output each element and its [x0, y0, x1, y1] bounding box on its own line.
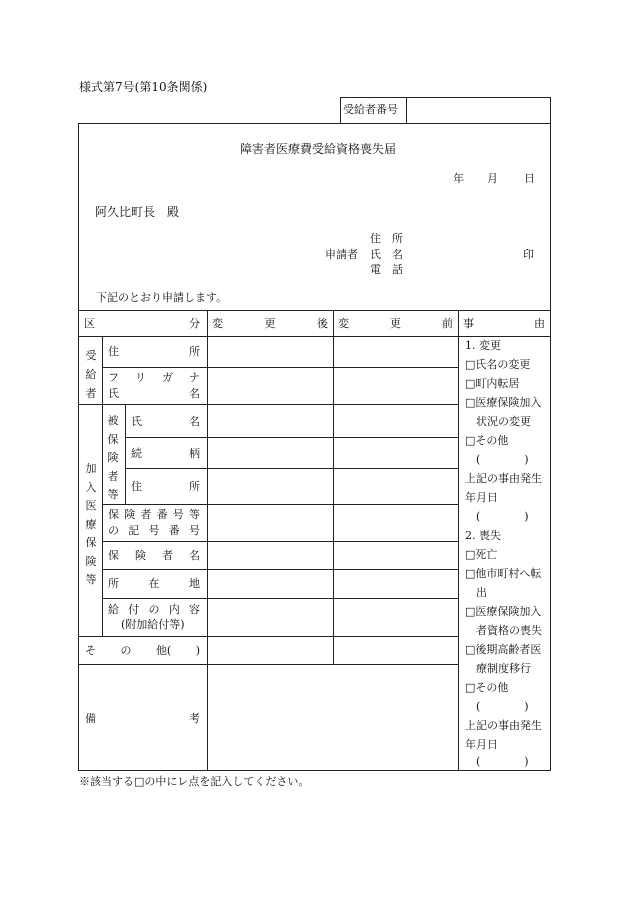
insurance-no-a6: 等	[188, 508, 200, 521]
insurance-no-b2: 記	[128, 524, 140, 537]
header-after-1: 変	[212, 317, 223, 330]
location-2: 在	[148, 577, 160, 590]
insurance-no-b3: 号	[148, 524, 160, 537]
addressee: 阿久比町長 殿	[95, 205, 180, 219]
reason-checkbox[interactable]: □他市町村へ転	[465, 567, 542, 580]
seal-mark: 印	[523, 248, 534, 261]
insurance-no-b1: の	[108, 524, 119, 537]
other-1: そ	[85, 644, 96, 657]
insurer-1: 保	[108, 549, 119, 562]
reason-item: 1. 変更	[465, 339, 501, 352]
footnote: ※該当する□の中にレ点を記入してください。	[79, 775, 310, 788]
reason-item: 2. 喪失	[465, 529, 501, 542]
recipient-group-3: 者	[85, 387, 97, 400]
applicant-label: 申請者	[325, 248, 358, 261]
insurance-no-b5: 号	[189, 524, 200, 537]
date-day: 日	[524, 172, 535, 185]
reason-item: 上記の事由発生	[465, 472, 542, 485]
remarks-2: 考	[189, 712, 200, 725]
insured-address-1: 住	[131, 480, 142, 493]
reason-checkbox[interactable]: □その他	[465, 434, 509, 447]
reason-item: ( )	[465, 510, 529, 523]
header-before-3: 前	[442, 317, 453, 330]
header-reason-1: 事	[463, 317, 474, 330]
reason-item: ( )	[465, 700, 529, 713]
header-before-2: 更	[390, 317, 401, 330]
insurance-group-7: 等	[85, 573, 97, 586]
insured-name-2: 名	[189, 415, 200, 428]
benefit-3: の	[148, 603, 160, 616]
reason-checkbox[interactable]: □医療保険加入	[465, 396, 542, 409]
benefit-note: (附加給付等)	[121, 618, 185, 631]
recipient-group-2: 給	[85, 368, 97, 381]
reason-checkbox[interactable]: □医療保険加入	[465, 605, 542, 618]
furigana-1: フ	[108, 371, 119, 384]
insurer-2: 険	[135, 549, 146, 562]
recipient-address-1: 住	[108, 345, 119, 358]
insurer-4: 名	[189, 549, 200, 562]
reason-item: 上記の事由発生	[465, 719, 542, 732]
location-3: 地	[189, 577, 200, 590]
reason-checkbox[interactable]: □町内転居	[465, 377, 520, 390]
benefit-4: 内	[168, 603, 180, 616]
insurance-no-a1: 保	[108, 508, 119, 521]
request-text: 下記のとおり申請します。	[96, 291, 228, 304]
reason-checkbox[interactable]: □後期高齢者医	[465, 643, 542, 656]
benefit-5: 容	[189, 603, 200, 616]
furigana-3: ガ	[162, 371, 173, 384]
furigana-4: ナ	[189, 371, 200, 384]
insurance-group-3: 医	[85, 499, 97, 512]
location-1: 所	[108, 577, 119, 590]
insurance-group-6: 険	[85, 554, 97, 568]
insurance-no-a3: 者	[140, 508, 152, 521]
applicant-phone-label: 電 話	[370, 263, 403, 276]
reason-item: 療制度移行	[465, 662, 531, 675]
insurance-no-a2: 険	[124, 508, 136, 521]
remarks-field[interactable]	[208, 668, 457, 768]
reason-checkbox[interactable]: □死亡	[465, 548, 498, 561]
other-4: )	[195, 644, 200, 657]
reason-item: ( )	[465, 755, 529, 768]
furigana-2: リ	[135, 371, 146, 384]
recipient-address-2: 所	[189, 345, 200, 358]
reason-item: ( )	[465, 453, 529, 466]
form-number: 様式第7号(第10条関係)	[79, 80, 208, 94]
relation-2: 柄	[189, 447, 200, 460]
date-year: 年	[453, 172, 464, 185]
insurance-group-4: 療	[85, 517, 97, 531]
header-after-2: 更	[264, 317, 276, 330]
form-title: 障害者医療費受給資格喪失届	[240, 142, 397, 156]
other-2: の	[120, 644, 132, 657]
recipient-number-field[interactable]	[407, 98, 549, 122]
header-after-3: 後	[317, 317, 328, 330]
insurance-group-2: 入	[85, 480, 97, 494]
benefit-1: 給	[108, 603, 119, 616]
header-category-2: 分	[189, 317, 200, 330]
applicant-address-label: 住 所	[370, 232, 403, 245]
header-reason-2: 由	[534, 317, 545, 330]
reason-item: 者資格の喪失	[465, 624, 542, 637]
reason-item: 年月日	[465, 491, 498, 504]
header-before-1: 変	[338, 317, 349, 330]
insured-group-4: 者	[107, 469, 119, 483]
reason-item: 状況の変更	[465, 415, 531, 428]
header-category-1: 区	[84, 317, 95, 330]
date-month: 月	[487, 172, 498, 185]
reason-checkbox[interactable]: □その他	[465, 681, 509, 694]
recipient-name-2: 名	[189, 387, 200, 400]
insurance-no-a5: 号	[172, 508, 184, 521]
insured-group-3: 険	[107, 451, 119, 464]
reason-item: 出	[465, 586, 487, 599]
insured-name-1: 氏	[131, 415, 142, 428]
insurance-no-b4: 番	[168, 524, 180, 537]
before-address-field[interactable]	[334, 337, 457, 367]
recipient-number-label: 受給者番号	[343, 103, 398, 116]
reason-checkbox[interactable]: □氏名の変更	[465, 358, 531, 371]
remarks-1: 備	[85, 712, 96, 725]
after-address-field[interactable]	[208, 337, 332, 367]
insured-group-1: 被	[107, 414, 119, 427]
insurer-3: 者	[162, 549, 173, 562]
reason-item: 年月日	[465, 738, 498, 751]
insurance-no-a4: 番	[156, 508, 168, 521]
recipient-name-1: 氏	[108, 387, 119, 400]
insured-address-2: 所	[189, 480, 200, 493]
insurance-group-5: 保	[85, 536, 97, 549]
insured-group-5: 等	[107, 488, 119, 501]
insured-group-2: 保	[107, 432, 119, 446]
benefit-2: 付	[128, 603, 140, 616]
other-3: 他(	[155, 644, 172, 657]
recipient-group-1: 受	[85, 349, 97, 362]
relation-1: 続	[131, 447, 142, 460]
applicant-name-label: 氏 名	[370, 248, 403, 261]
insurance-group-1: 加	[85, 462, 97, 475]
